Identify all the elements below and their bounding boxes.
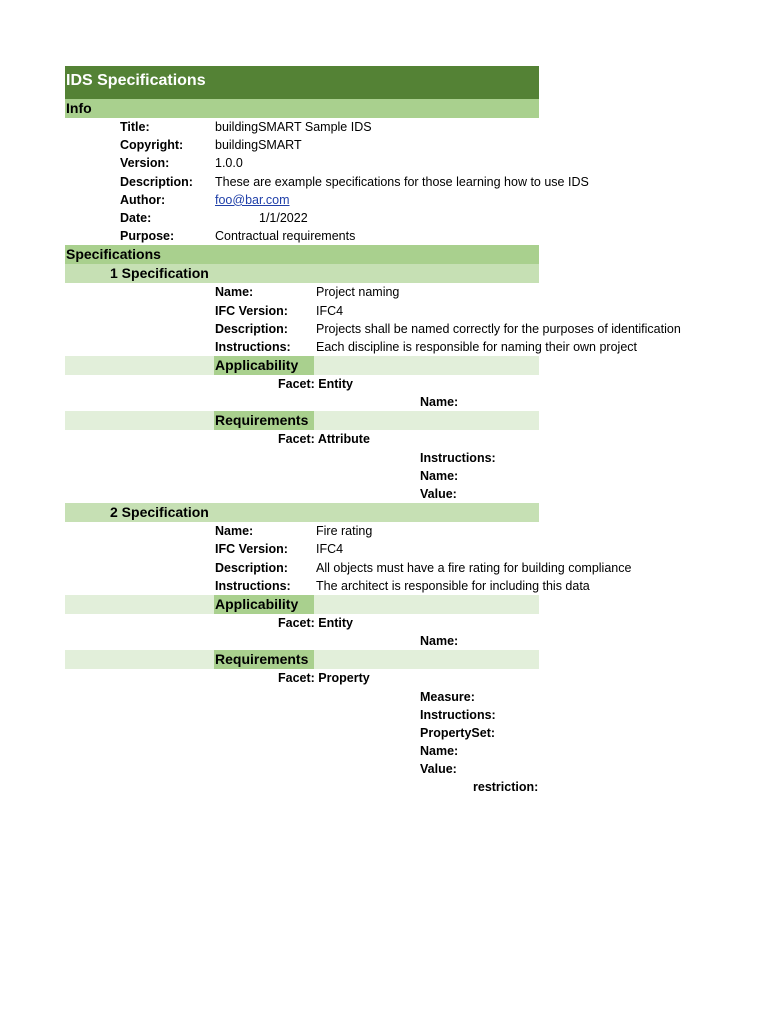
- requirements-row: [65, 411, 539, 430]
- facet-label: Facet: Entity: [278, 377, 354, 392]
- spec-field-label: Name:: [215, 285, 254, 300]
- spec-field-value[interactable]: Projects shall be named correctly for the purposes of identification: [316, 321, 681, 336]
- info-value[interactable]: Contractual requirements: [215, 229, 356, 244]
- spec-field-value[interactable]: IFC4: [316, 542, 344, 557]
- info-row: [65, 118, 539, 136]
- info-label: Copyright:: [120, 138, 184, 153]
- info-header-row: [65, 99, 539, 118]
- param-row: [65, 742, 539, 760]
- spec-field-label: Description:: [215, 560, 288, 575]
- spec-field-value[interactable]: Each discipline is responsible for naming their own project: [316, 339, 637, 354]
- spreadsheet: [65, 66, 681, 797]
- param-row: [65, 467, 539, 485]
- spec-heading: 1 Specification: [110, 265, 209, 282]
- param-row: [65, 724, 539, 742]
- spec-field-row: [65, 577, 590, 595]
- info-header: Info: [66, 100, 92, 116]
- spec-field-row: [65, 559, 632, 577]
- requirements-label: Requirements: [215, 412, 309, 429]
- spec-field-row: [65, 522, 539, 540]
- param-label: Instructions:: [420, 450, 496, 465]
- restriction-label: restriction:: [473, 780, 539, 795]
- param-row: [65, 485, 539, 503]
- info-value[interactable]: buildingSMART Sample IDS: [215, 120, 372, 134]
- param-row: [65, 688, 539, 706]
- applicability-row: [65, 595, 539, 614]
- specifications-header: Specifications: [66, 246, 161, 263]
- info-row: [65, 173, 589, 191]
- info-row: [65, 154, 539, 172]
- facet-row: [65, 430, 539, 448]
- spec-field-row: [65, 540, 539, 558]
- spec-field-value[interactable]: The architect is responsible for including this data: [316, 578, 590, 593]
- info-label: Description:: [120, 174, 193, 189]
- param-label: Instructions:: [420, 707, 496, 722]
- info-label: Author:: [120, 192, 166, 207]
- facet-row: [65, 669, 539, 687]
- spec-field-value[interactable]: Project naming: [316, 285, 400, 300]
- spec-field-row: [65, 320, 681, 338]
- author-email-link[interactable]: foo@bar.com: [215, 192, 290, 207]
- spec-heading-row: [65, 264, 539, 283]
- spec-heading-row: [65, 503, 539, 522]
- param-row: [65, 449, 539, 467]
- spec-field-row: [65, 302, 539, 320]
- spec-field-value[interactable]: IFC4: [316, 303, 344, 318]
- facet-row: [65, 375, 539, 393]
- spec-heading: 2 Specification: [110, 504, 209, 521]
- facet-label: Facet: Entity: [278, 615, 354, 630]
- info-label: Date:: [120, 210, 152, 225]
- spec-field-label: Instructions:: [215, 339, 291, 354]
- facet-label: Facet: Property: [278, 671, 370, 686]
- param-label: PropertySet:: [420, 725, 496, 740]
- param-label: Name:: [420, 395, 459, 410]
- info-row: [65, 136, 539, 154]
- info-row: [65, 209, 539, 227]
- applicability-label: Applicability: [215, 595, 299, 612]
- info-value[interactable]: 1/1/2022: [259, 210, 308, 225]
- facet-row: [65, 614, 539, 632]
- applicability-header: [214, 595, 314, 614]
- param-row: [65, 760, 539, 778]
- requirements-label: Requirements: [215, 651, 309, 668]
- info-label: Purpose:: [120, 229, 175, 244]
- param-row: [65, 632, 539, 650]
- spec-field-row: [65, 283, 539, 301]
- requirements-header: [214, 650, 314, 669]
- applicability-row: [65, 356, 539, 375]
- info-label: Title:: [120, 120, 150, 134]
- applicability-header: [214, 356, 314, 375]
- facet-label: Facet: Attribute: [278, 432, 370, 447]
- spec-field-label: IFC Version:: [215, 542, 288, 557]
- spec-field-row: [65, 338, 637, 356]
- spec-field-label: IFC Version:: [215, 303, 288, 318]
- spec-field-value[interactable]: Fire rating: [316, 524, 373, 539]
- info-value[interactable]: buildingSMART: [215, 138, 302, 153]
- requirements-header: [214, 411, 314, 430]
- param-label: Name:: [420, 468, 459, 483]
- spec-field-value[interactable]: All objects must have a fire rating for building compliance: [316, 560, 632, 575]
- param-row: [65, 393, 539, 411]
- param-label: Value:: [420, 762, 457, 777]
- param-row: [65, 706, 539, 724]
- param-label: Value:: [420, 487, 457, 501]
- specifications-header-row: [65, 245, 539, 264]
- sheet-title: IDS Specifications: [66, 72, 206, 89]
- spec-field-label: Name:: [215, 524, 254, 539]
- info-row: [65, 227, 539, 245]
- info-row: [65, 191, 539, 209]
- spec-field-label: Instructions:: [215, 578, 291, 593]
- info-value[interactable]: These are example specifications for those learning how to use IDS: [215, 174, 589, 189]
- requirements-row: [65, 650, 539, 669]
- param-label: Measure:: [420, 689, 475, 704]
- info-value[interactable]: 1.0.0: [215, 156, 243, 171]
- info-label: Version:: [120, 156, 170, 171]
- applicability-label: Applicability: [215, 357, 299, 374]
- param-label: Name:: [420, 634, 459, 649]
- param-row: [65, 778, 539, 796]
- spec-field-label: Description:: [215, 321, 288, 336]
- sheet-title-row: [65, 66, 539, 99]
- param-label: Name:: [420, 744, 459, 759]
